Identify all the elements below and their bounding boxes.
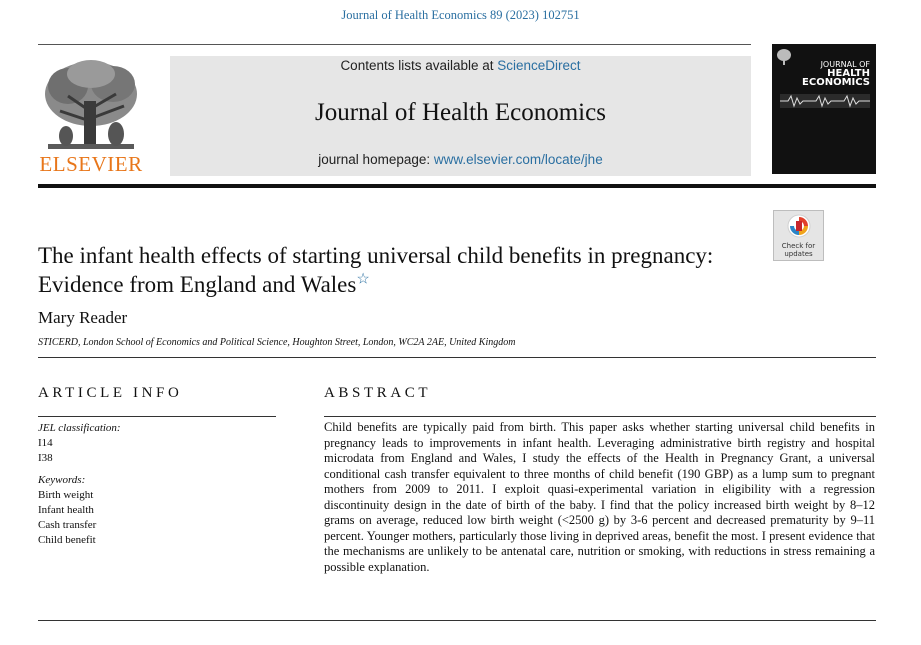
article-title bbox=[38, 241, 738, 299]
check-for-updates-icon bbox=[787, 214, 811, 238]
article-title-text: The infant health effects of starting universal child benefits in pregnancy: Evidence from England and Wales bbox=[38, 243, 714, 297]
keyword: Cash transfer bbox=[38, 519, 97, 531]
check-for-updates-button[interactable] bbox=[773, 210, 824, 261]
divider bbox=[38, 44, 751, 45]
check-updates-line2: updates bbox=[784, 250, 813, 258]
divider bbox=[38, 416, 276, 417]
cover-title-line2: HEALTH bbox=[827, 68, 870, 79]
keyword: Child benefit bbox=[38, 534, 96, 546]
abstract-heading: ABSTRACT bbox=[324, 385, 432, 401]
cover-title-line1: JOURNAL OF bbox=[820, 60, 870, 69]
contents-line bbox=[170, 58, 751, 73]
divider bbox=[38, 357, 876, 358]
sciencedirect-link[interactable]: ScienceDirect bbox=[497, 58, 581, 73]
journal-title: Journal of Health Economics bbox=[315, 99, 606, 126]
jel-classification bbox=[38, 421, 121, 466]
author-name[interactable]: Mary Reader bbox=[38, 308, 128, 327]
jel-label: JEL classification: bbox=[38, 422, 121, 434]
check-updates-line1: Check for bbox=[781, 242, 816, 250]
author-affiliation: STICERD, London School of Economics and Political Science, Houghton Street, London, WC2A 2AE, United Kingdom bbox=[38, 337, 516, 348]
keywords-label: Keywords: bbox=[38, 474, 86, 486]
cover-wave-icon bbox=[780, 94, 870, 108]
keyword: Infant health bbox=[38, 504, 94, 516]
header-divider bbox=[38, 184, 876, 188]
contents-prefix: Contents lists available at bbox=[340, 58, 498, 73]
homepage-prefix: journal homepage: bbox=[318, 152, 434, 167]
title-footnote-star-icon[interactable]: ☆ bbox=[356, 271, 370, 288]
article-info-heading: ARTICLE INFO bbox=[38, 385, 183, 401]
elsevier-wordmark: ELSEVIER bbox=[39, 152, 143, 176]
homepage-line bbox=[170, 152, 751, 167]
journal-cover[interactable] bbox=[772, 44, 876, 174]
keywords bbox=[38, 473, 96, 548]
abstract-body: Child benefits are typically paid from birth. This paper asks whether starting universal child benefits in pregnancy leads to improvements in infant health. Leveraging administrative birth registry and hospital microdata from England and Wales, I study the effects of the Health in Pregnancy Grant, a universal conditional cash transfer equivalent to three months of child benefit (190 GBP) as a lump sum to pregnant mothers from 2009 to 2011. I exploit quasi-experimental variation in eligibility with a regression discontinuity design in the date of birth of the baby. I find that the policy increased birth weight by 8–12 grams on average, reduced low birth weight (<2500 g) by 3-6 percent and decreased prematurity by 9–11 percent. Younger mothers, particularly those living in deprived areas, benefit the most. I present evidence that the mechanisms are unlikely to be antenatal care, nutrition or smoking, with reductions in stress remaining a possible explanation. bbox=[324, 420, 875, 574]
journal-masthead bbox=[170, 56, 751, 176]
check-for-updates-label bbox=[774, 242, 823, 258]
jel-code: I14 bbox=[38, 437, 53, 449]
journal-citation[interactable]: Journal of Health Economics 89 (2023) 102751 bbox=[341, 8, 580, 22]
keyword: Birth weight bbox=[38, 489, 94, 501]
jel-code: I38 bbox=[38, 452, 53, 464]
homepage-link[interactable]: www.elsevier.com/locate/jhe bbox=[433, 152, 603, 167]
cover-title-line3: ECONOMICS bbox=[802, 77, 870, 88]
divider bbox=[38, 620, 876, 621]
cover-title bbox=[790, 60, 870, 87]
divider bbox=[324, 416, 876, 417]
